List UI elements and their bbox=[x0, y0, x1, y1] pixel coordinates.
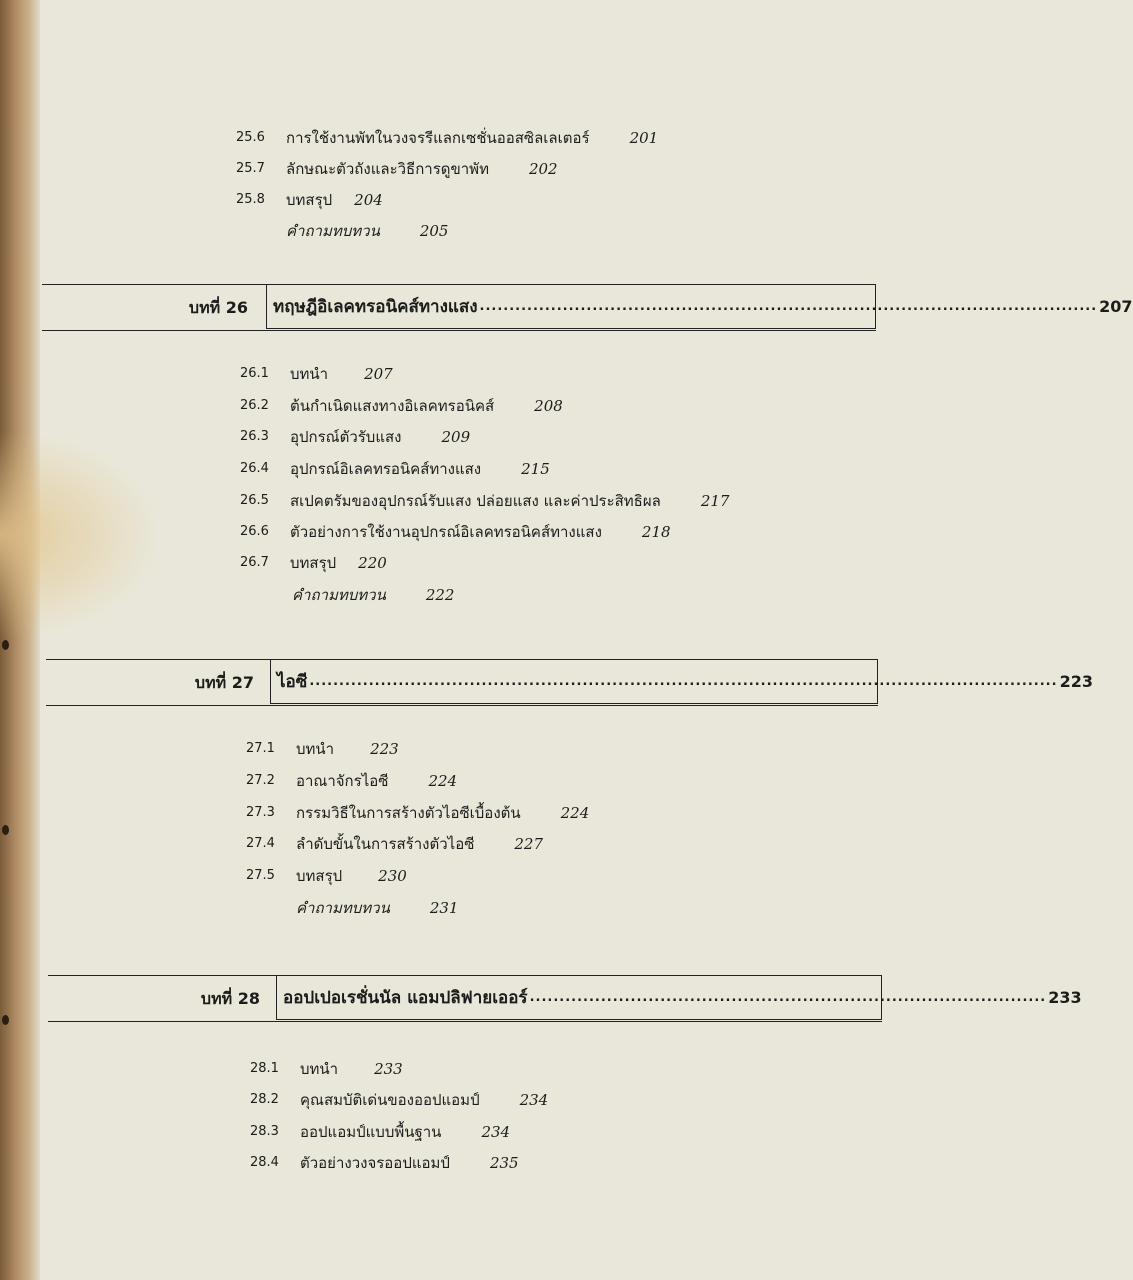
entry-title: ลำดับขั้นในการสร้างตัวไอซี bbox=[296, 835, 475, 853]
entry-number: 26.6 bbox=[240, 524, 269, 539]
entry-title: อุปกรณ์อิเลคทรอนิคส์ทางแสง bbox=[290, 460, 482, 478]
entry-page: 218 bbox=[641, 523, 671, 541]
entry-title: คุณสมบัติเด่นของออปแอมป์ bbox=[300, 1091, 480, 1109]
entry-number: 27.3 bbox=[246, 805, 275, 820]
review-label: คำถามทบทวน bbox=[296, 899, 390, 917]
entry-page: 230 bbox=[378, 867, 407, 885]
entry-title: บทนำ bbox=[296, 740, 335, 758]
entry-page: 209 bbox=[441, 428, 471, 446]
entry-page: 224 bbox=[428, 772, 458, 790]
entry-title: ลักษณะตัวถังและวิธีการดูขาพัท bbox=[286, 160, 489, 178]
entry-page: 233 bbox=[374, 1060, 403, 1078]
entry-page: 224 bbox=[560, 804, 590, 822]
review-label: คำถามทบทวน bbox=[292, 586, 386, 604]
chapter-title: ไอซี bbox=[277, 672, 308, 692]
chapter-page: 233 bbox=[1048, 988, 1082, 1007]
review-label: คำถามทบทวน bbox=[286, 222, 380, 240]
entry-page: 223 bbox=[370, 740, 399, 758]
chapter-header-26[interactable] bbox=[42, 284, 1133, 331]
entry-number: 27.2 bbox=[246, 773, 275, 788]
leader-dots: ........................................................................................................ bbox=[479, 299, 1098, 314]
entry-title: อาณาจักรไอซี bbox=[296, 772, 389, 790]
entry-title: ตัวอย่างการใช้งานอุปกรณ์อิเลคทรอนิคส์ทางแสง bbox=[290, 523, 602, 541]
chapter-title: ออปเปอเรชั่นนัล แอมปลิฟายเออร์ bbox=[283, 988, 528, 1008]
review-page: 205 bbox=[419, 222, 449, 240]
paper-stain bbox=[0, 430, 160, 640]
entry-number: 28.3 bbox=[250, 1124, 279, 1139]
entry-number: 26.2 bbox=[240, 398, 269, 413]
chapter-header-27[interactable] bbox=[46, 659, 1093, 706]
entry-title: ตัวอย่างวงจรออปแอมป์ bbox=[300, 1154, 450, 1172]
entry-number: 28.2 bbox=[250, 1092, 279, 1107]
chapter-header-28[interactable] bbox=[48, 975, 1082, 1022]
entry-title: บทสรุป bbox=[290, 554, 337, 572]
review-page: 231 bbox=[429, 899, 459, 917]
chapter-page: 207 bbox=[1099, 297, 1133, 316]
entry-page: 234 bbox=[481, 1123, 511, 1141]
entry-number: 26.3 bbox=[240, 429, 269, 444]
chapter-label: บทที่ 27 bbox=[194, 673, 254, 692]
entry-page: 220 bbox=[358, 554, 387, 572]
page-edge bbox=[0, 0, 40, 1280]
entry-page: 202 bbox=[528, 160, 558, 178]
binding-hole bbox=[2, 640, 9, 650]
chapter-page: 223 bbox=[1059, 672, 1093, 691]
entry-number: 26.5 bbox=[240, 493, 269, 508]
binding-hole bbox=[2, 1015, 9, 1025]
chapter-title: ทฤษฎีอิเลคทรอนิคส์ทางแสง bbox=[273, 297, 478, 317]
entry-page: 227 bbox=[514, 835, 544, 853]
entry-number: 27.5 bbox=[246, 868, 275, 883]
entry-title: บทสรุป bbox=[296, 867, 343, 885]
entry-number: 26.4 bbox=[240, 461, 269, 476]
entry-number: 26.7 bbox=[240, 555, 269, 570]
entry-page: 208 bbox=[534, 397, 563, 415]
leader-dots: .............................................................................................................................. bbox=[309, 674, 1058, 689]
review-questions-entry[interactable] bbox=[292, 584, 454, 606]
entry-number: 25.7 bbox=[236, 161, 265, 176]
entry-title: กรรมวิธีในการสร้างตัวไอซีเบื้องต้น bbox=[296, 804, 521, 822]
entry-number: 28.1 bbox=[250, 1061, 279, 1076]
entry-title: บทสรุป bbox=[286, 191, 333, 209]
chapter-label: บทที่ 26 bbox=[188, 298, 248, 317]
entry-page: 215 bbox=[521, 460, 550, 478]
entry-page: 235 bbox=[489, 1154, 519, 1172]
entry-page: 207 bbox=[364, 365, 393, 383]
entry-title: ต้นกำเนิดแสงทางอิเลคทรอนิคส์ bbox=[290, 397, 495, 415]
entry-number: 28.4 bbox=[250, 1155, 279, 1170]
entry-title: อุปกรณ์ตัวรับแสง bbox=[290, 428, 402, 446]
entry-number: 25.6 bbox=[236, 130, 265, 145]
entry-number: 27.4 bbox=[246, 836, 275, 851]
entry-page: 204 bbox=[354, 191, 383, 209]
entry-number: 26.1 bbox=[240, 366, 269, 381]
entry-page: 234 bbox=[519, 1091, 549, 1109]
review-page: 222 bbox=[425, 586, 455, 604]
entry-title: การใช้งานพัทในวงจรรีแลกเซชั่นออสซิลเลเตอร์ bbox=[286, 129, 590, 147]
entry-title: ออปแอมป์แบบพื้นฐาน bbox=[300, 1123, 442, 1141]
entry-number: 25.8 bbox=[236, 192, 265, 207]
review-questions-entry[interactable] bbox=[286, 220, 448, 242]
entry-title: บทนำ bbox=[290, 365, 329, 383]
chapter-label: บทที่ 28 bbox=[200, 989, 260, 1008]
entry-title: บทนำ bbox=[300, 1060, 339, 1078]
entry-page: 217 bbox=[700, 492, 730, 510]
review-questions-entry[interactable] bbox=[296, 897, 458, 919]
entry-title: สเปคตรัมของอุปกรณ์รับแสง ปล่อยแสง และค่าประสิทธิผล bbox=[290, 492, 661, 510]
entry-number: 27.1 bbox=[246, 741, 275, 756]
binding-hole bbox=[2, 825, 9, 835]
leader-dots: ....................................................................................... bbox=[529, 990, 1047, 1005]
entry-page: 201 bbox=[629, 129, 659, 147]
